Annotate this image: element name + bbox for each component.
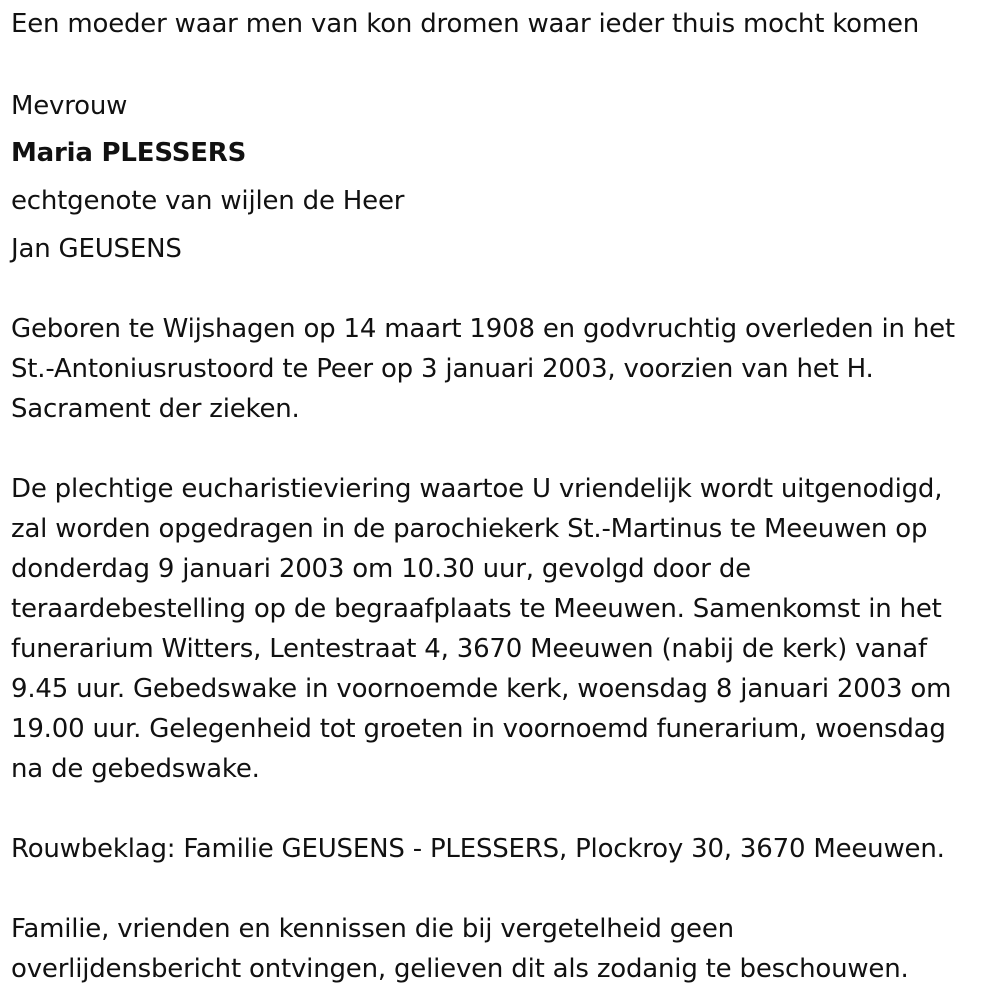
- birth-death-line: Geboren te Wijshagen op 14 maart 1908 en godvruchtig overleden in het: [11, 314, 955, 344]
- ceremony-line: zal worden opgedragen in de parochiekerk St.-Martinus te Meeuwen op: [11, 514, 928, 544]
- relation-text: echtgenote van wijlen de Heer: [11, 186, 405, 216]
- birth-death-line: St.-Antoniusrustoord te Peer op 3 januari 2003, voorzien van het H.: [11, 354, 874, 384]
- ceremony-line: 9.45 uur. Gebedswake in voornoemde kerk, woensdag 8 januari 2003 om: [11, 674, 952, 704]
- closing-line: overlijdensbericht ontvingen, gelieven dit als zodanig te beschouwen.: [11, 954, 909, 984]
- deceased-name: Maria PLESSERS: [11, 138, 247, 168]
- ceremony-line: 19.00 uur. Gelegenheid tot groeten in voornoemd funerarium, woensdag: [11, 714, 946, 744]
- ceremony-line: teraardebestelling op de begraafplaats te Meeuwen. Samenkomst in het: [11, 594, 942, 624]
- ceremony-line: De plechtige eucharistieviering waartoe U vriendelijk wordt uitgenodigd,: [11, 474, 943, 504]
- closing-line: Familie, vrienden en kennissen die bij vergetelheid geen: [11, 914, 734, 944]
- mourning-address: Rouwbeklag: Familie GEUSENS - PLESSERS, Plockroy 30, 3670 Meeuwen.: [11, 834, 945, 864]
- ceremony-line: funerarium Witters, Lentestraat 4, 3670 Meeuwen (nabij de kerk) vanaf: [11, 634, 927, 664]
- spouse-name: Jan GEUSENS: [11, 234, 182, 264]
- ceremony-line: na de gebedswake.: [11, 754, 260, 784]
- birth-death-line: Sacrament der zieken.: [11, 394, 300, 424]
- honorific: Mevrouw: [11, 91, 128, 121]
- motto: Een moeder waar men van kon dromen waar ieder thuis mocht komen: [11, 9, 920, 39]
- ceremony-line: donderdag 9 januari 2003 om 10.30 uur, gevolgd door de: [11, 554, 751, 584]
